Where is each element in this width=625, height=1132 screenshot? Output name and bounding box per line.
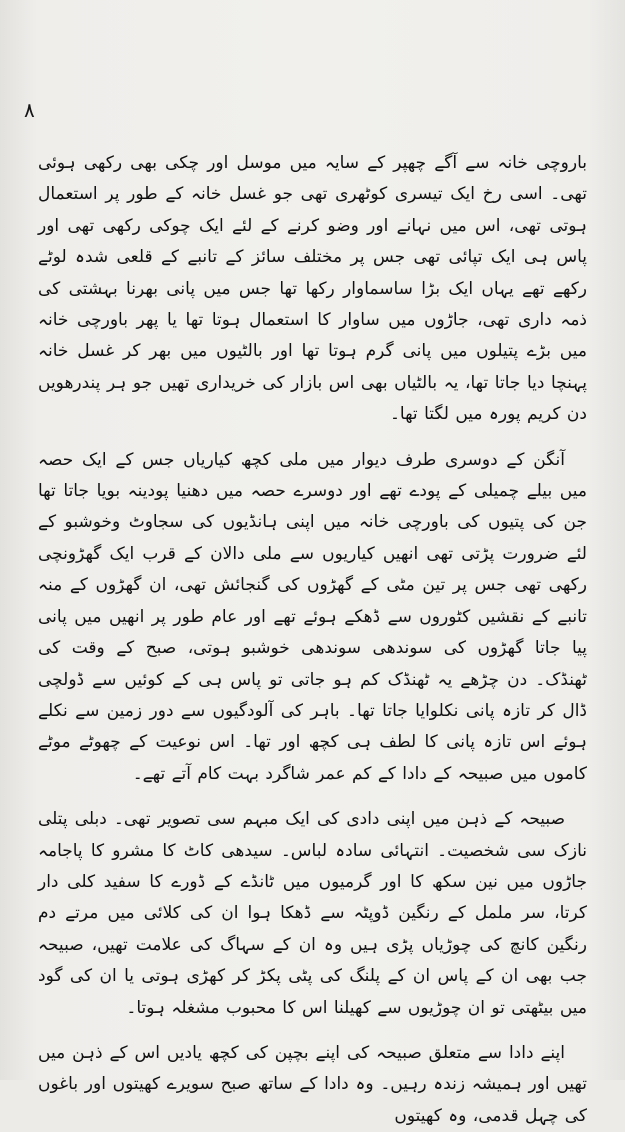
paragraph-3: صبیحہ کے ذہن میں اپنی دادی کی ایک مبہم سی تصویر تھی۔ دبلی پتلی نازک سی شخصیت۔ انتہائی سادہ لباس۔ سیدھی کاٹ کا مشرو کا پاجامہ جاڑوں میں نین سکھ کا اور گرمیوں میں ٹانڈے کے ڈورے کا سفید کلی دار کرتا، سر ململ کے رنگین ڈوپٹہ سے ڈھکا ہوا ان کی کلائی میں مرتے دم رنگین کانچ کی چوڑیاں پڑی ہیں وہ ان کے سہاگ کی علامت تھیں، صبیحہ جب بھی ان کے پاس ان کے پلنگ کی پٹی پکڑ کر کھڑی ہوتی یا ان کی گود میں بیٹھتی تو ان چوڑیوں سے کھیلنا اس کا محبوب مشغلہ ہوتا۔ xyxy=(38,809,587,1018)
page-number: ۸ xyxy=(24,98,35,122)
paragraph-1: باروچی خانہ سے آگے چھپر کے سایہ میں موسل اور چکی بھی رکھی ہوئی تھی۔ اسی رخ ایک تیسری کوٹھری تھی جو غسل خانہ کے طور پر استعمال ہوتی تھی، اس میں نہانے اور وضو کرنے کے لئے ایک چوکی رکھی تھی اور پاس ہی ایک تپائی تھی جس پر مختلف سائز کے تانبے کے قلعی شدہ لوٹے رکھے تھے یہاں ایک بڑا ساسماوار رکھا تھا جس میں پانی بھرنا بہشتی کی ذمہ داری تھی، جاڑوں میں ساوار کا استعمال ہوتا تھا یا پھر باورچی خانہ میں بڑے پتیلوں میں پانی گرم ہوتا تھا اور بالٹیوں میں بھر کر غسل خانہ پہنچا دیا جاتا تھا، یہ بالٹیاں بھی اس بازار کی خریداری تھیں جو ہر پندرھویں دن کریم پورہ میں لگتا تھا۔ xyxy=(38,153,587,425)
page-body xyxy=(38,148,587,1126)
paragraph-4: اپنے دادا سے متعلق صبیحہ کی اپنے بچپن کی کچھ یادیں اس کے ذہن میں تھیں اور ہمیشہ زندہ رہیں۔ وہ دادا کے ساتھ صبح سویرے کھیتوں اور باغوں کی چہل قدمی، وہ کھیتوں xyxy=(38,1042,587,1126)
paragraph-2: آنگن کے دوسری طرف دیوار میں ملی کچھ کیاریاں جس کے ایک حصہ میں بیلے چمیلی کے پودے تھے اور دوسرے حصہ میں دھنیا پودینہ بویا جاتا تھا جن کی پتیوں کی باورچی خانہ میں اپنی ہانڈیوں کی سجاوٹ وخوشبو کے لئے ضرورت پڑتی تھی انھیں کیاریوں سے ملی دالان کے قرب ایک گھڑونچی رکھی تھی جس پر تین مٹی کے گھڑوں کی گنجائش تھی، ان گھڑوں کے منہ تانبے کے نقشیں کٹوروں سے ڈھکے ہوئے تھے اور عام طور پر انھیں میں پانی پیا جاتا گھڑوں کی سوندھی سوندھی خوشبو ہوتی، صبح کے وقت کی ٹھنڈک۔ دن چڑھے یہ ٹھنڈک کم ہو جاتی تو پاس ہی کے کوئیں سے ڈولچی ڈال کر تازہ پانی نکلوایا جاتا تھا۔ باہر کی آلودگیوں سے دور زمین سے نکلے ہوئے اس تازہ پانی کا لطف ہی کچھ اور تھا۔ اس نوعیت کے چھوٹے موٹے کاموں میں صبیحہ کے دادا کے کم عمر شاگرد بہت کام آتے تھے۔ xyxy=(38,449,587,784)
